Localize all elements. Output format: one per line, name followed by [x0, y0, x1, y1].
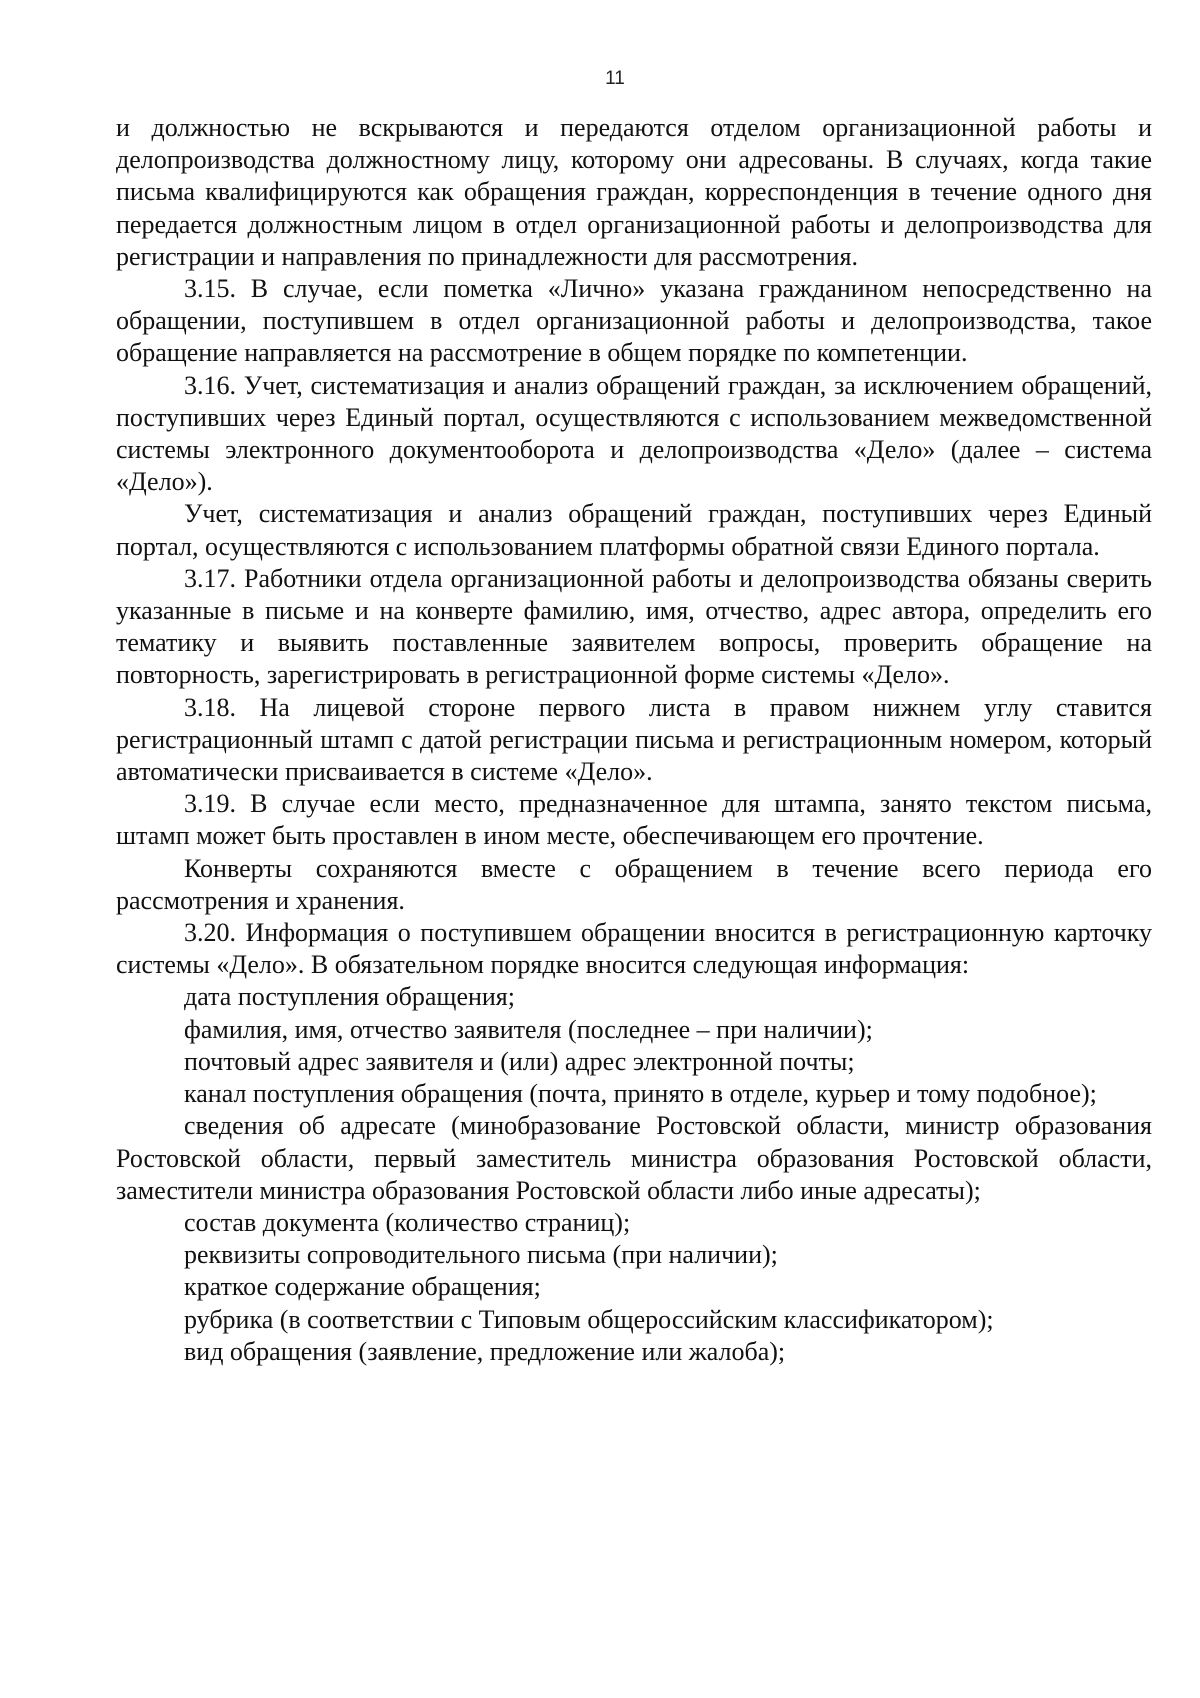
paragraph-3-19: 3.19. В случае если место, предназначенное для штампа, занято текстом письма, штамп может быть проставлен в ином месте, обеспечивающем его прочтение.	[116, 789, 1152, 851]
list-item: состав документа (количество страниц);	[184, 1207, 631, 1237]
paragraph-3-18: 3.18. На лицевой стороне первого листа в правом нижнем углу ставится регистрационный штамп с датой регистрации письма и регистрационным номером, который автоматически присваивается в системе «Дело».	[116, 692, 1152, 787]
list-item: рубрика (в соответствии с Типовым общероссийским классификатором);	[184, 1304, 994, 1334]
list-item: вид обращения (заявление, предложение или жалоба);	[184, 1336, 786, 1366]
page-number: 11	[605, 68, 625, 89]
list-item: дата поступления обращения;	[184, 982, 515, 1012]
list-item: реквизиты сопроводительного письма (при наличии);	[184, 1240, 778, 1270]
list-item: сведения об адресате (минобразование Ростовской области, министр образования Ростовской области, первый заместитель министра образования Ростовской области, заместители министра образования Ростовской области либо иные адресаты);	[116, 1111, 1152, 1205]
paragraph: и должностью не вскрываются и передаются отделом организационной работы и делопроизводства должностному лицу, которому они адресованы. В случаях, когда такие письма квалифицируются как обращения граждан, корреспонденция в течение одного дня передается должностным лицом в отдел организационной работы и делопроизводства для регистрации и направления по принадлежности для рассмотрения.	[116, 113, 1152, 271]
paragraph: Конверты сохраняются вместе с обращением в течение всего периода его рассмотрения и хранения.	[116, 853, 1152, 915]
paragraph-3-20: 3.20. Информация о поступившем обращении вносится в регистрационную карточку системы «Дело». В обязательном порядке вносится следующая информация:	[116, 918, 1152, 980]
document-body	[116, 112, 1152, 1368]
paragraph: Учет, систематизация и анализ обращений граждан, поступивших через Единый портал, осуществляются с использованием платформы обратной связи Единого портала.	[116, 499, 1152, 561]
paragraph-3-15: 3.15. В случае, если пометка «Лично» указана гражданином непосредственно на обращении, поступившем в отдел организационной работы и делопроизводства, такое обращение направляется на рассмотрение в общем порядке по компетенции.	[116, 274, 1152, 368]
list-item: почтовый адрес заявителя и (или) адрес электронной почты;	[184, 1046, 855, 1076]
list-item: канал поступления обращения (почта, принято в отделе, курьер и тому подобное);	[184, 1079, 1097, 1109]
list-item: краткое содержание обращения;	[184, 1272, 541, 1302]
paragraph-3-16: 3.16. Учет, систематизация и анализ обращений граждан, за исключением обращений, поступивших через Единый портал, осуществляются с использованием межведомственной системы электронного документооборота и делопроизводства «Дело» (далее – система «Дело»).	[116, 370, 1152, 497]
list-item: фамилия, имя, отчество заявителя (последнее – при наличии);	[184, 1014, 873, 1044]
paragraph-3-17: 3.17. Работники отдела организационной работы и делопроизводства обязаны сверить указанные в письме и на конверте фамилию, имя, отчество, адрес автора, определить его тематику и выявить поставленные заявителем вопросы, проверить обращение на повторность, зарегистрировать в регистрационной форме системы «Дело».	[116, 563, 1152, 690]
